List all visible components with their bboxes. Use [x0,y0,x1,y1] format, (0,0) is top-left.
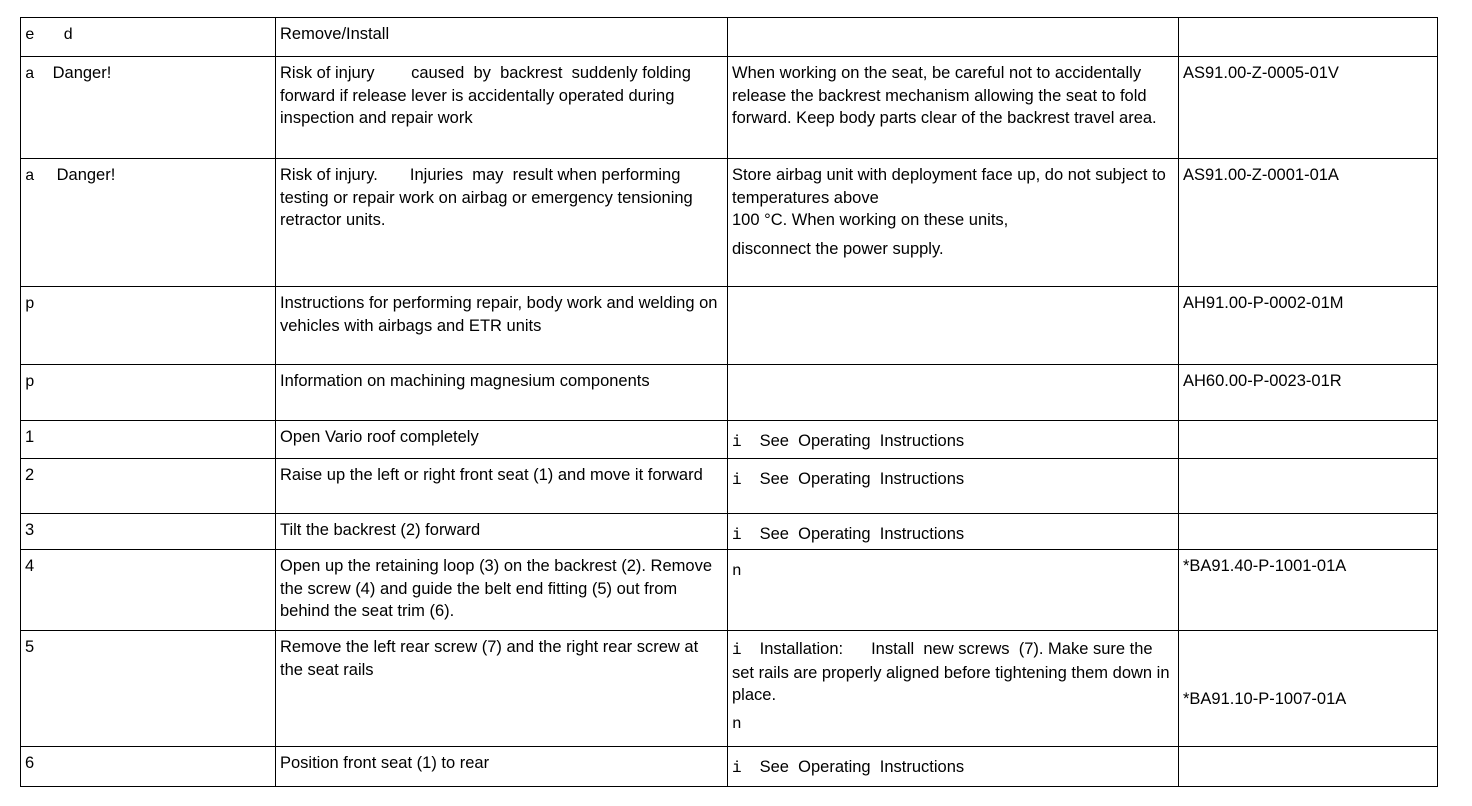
step-text: Tilt the backrest (2) forward [280,521,481,539]
note-row [21,365,1438,421]
warning-row [21,159,1438,287]
step-number: 5 [25,638,35,656]
step-row [21,747,1438,787]
step-row [21,514,1438,550]
info-icon: i [732,641,742,659]
step-text-cell [276,514,728,550]
step-op-cell [728,550,1179,631]
installation-label: Installation: [759,640,844,658]
step-row [21,459,1438,514]
step-row [21,550,1438,631]
warning-ref-link[interactable]: AS91.00-Z-0001-01A [1183,166,1339,184]
procedure-icon: n [732,562,742,580]
info-icon: i [732,471,742,489]
info-icon: i [732,759,742,777]
operating-instructions-link[interactable]: See Operating Instructions [759,470,965,488]
note-text: Information on machining magnesium components [280,372,650,390]
warning-risk-text: Risk of injury. Injuries may result when performing testing or repair work on airbag or emergency tensioning retractor units. [280,166,698,229]
header-empty-cell [728,18,1179,57]
step-number: 1 [25,428,35,446]
warning-measure-line: Store airbag unit with deployment face up, do not subject to temperatures above [732,166,1166,207]
step-num-cell [21,747,276,787]
step-op-cell [728,421,1179,459]
step-num-cell [21,631,276,747]
step-text: Remove the left rear screw (7) and the right rear screw at the seat rails [280,638,699,679]
step-ref-cell [1179,631,1438,747]
note-row [21,287,1438,365]
procedure-table [20,17,1438,787]
step-op-cell [728,514,1179,550]
note-icon: p [25,373,35,391]
installation-text: Install new screws (7). Make sure the set rails are properly aligned before tightening them down in place. [732,640,1175,704]
header-empty-cell [1179,18,1438,57]
step-op-cell [728,631,1179,747]
step-number: 6 [25,754,35,772]
operating-instructions-link[interactable]: See Operating Instructions [759,432,965,450]
warning-ref-cell [1179,159,1438,287]
step-ref-cell [1179,421,1438,459]
note-empty-cell [728,365,1179,421]
danger-icon: a [25,65,35,83]
step-num-cell [21,514,276,550]
step-ref-cell [1179,550,1438,631]
step-text-cell [276,631,728,747]
note-ref-link[interactable]: AH91.00-P-0002-01M [1183,294,1344,312]
header-title: Remove/Install [280,25,390,43]
procedure-icon: n [732,714,742,733]
operating-instructions-link[interactable]: See Operating Instructions [759,758,965,776]
header-title-cell [276,18,728,57]
step-row [21,421,1438,459]
step-text-cell [276,550,728,631]
step-ref-cell [1179,459,1438,514]
warning-measure-text: When working on the seat, be careful not to accidentally release the backrest mechanism allowing the seat to fold forward. Keep body parts clear of the backrest travel area. [732,64,1157,127]
step-row [21,631,1438,747]
note-type-cell [21,365,276,421]
warning-measure-line: disconnect the power supply. [732,239,944,258]
info-icon: i [732,433,742,451]
danger-icon: a [25,167,35,185]
warning-risk-cell [276,57,728,159]
step-ref-cell [1179,747,1438,787]
header-symbols: e d [25,26,74,44]
step-number: 4 [25,557,35,575]
warning-row [21,57,1438,159]
note-empty-cell [728,287,1179,365]
step-text: Open up the retaining loop (3) on the backrest (2). Remove the screw (4) and guide the belt end fitting (5) out from behind the seat trim (6). [280,557,712,620]
warning-measure-line: 100 °C. When working on these units, [732,211,1009,229]
step-text: Open Vario roof completely [280,428,479,446]
step-text-cell [276,459,728,514]
step-num-cell [21,459,276,514]
header-symbols-cell [21,18,276,57]
warning-type-cell [21,159,276,287]
step-ref-link[interactable]: *BA91.10-P-1007-01A [1183,690,1347,708]
step-text-cell [276,421,728,459]
note-ref-cell [1179,287,1438,365]
warning-ref-link[interactable]: AS91.00-Z-0005-01V [1183,64,1339,82]
warning-ref-cell [1179,57,1438,159]
step-num-cell [21,421,276,459]
step-number: 3 [25,521,35,539]
step-ref-link[interactable]: *BA91.40-P-1001-01A [1183,557,1347,575]
operating-instructions-link[interactable]: See Operating Instructions [759,525,965,543]
note-ref-link[interactable]: AH60.00-P-0023-01R [1183,372,1342,390]
step-text: Position front seat (1) to rear [280,754,490,772]
warning-risk-cell [276,159,728,287]
warning-type-cell [21,57,276,159]
warning-label: Danger! [56,166,116,184]
note-type-cell [21,287,276,365]
note-text-cell [276,287,728,365]
warning-risk-text: Risk of injury caused by backrest suddenly folding forward if release lever is accidentally operated during inspection and repair work [280,64,696,127]
warning-measure-cell [728,57,1179,159]
note-text-cell [276,365,728,421]
note-text: Instructions for performing repair, body work and welding on vehicles with airbags and ETR units [280,294,718,335]
step-ref-cell [1179,514,1438,550]
step-num-cell [21,550,276,631]
warning-label: Danger! [52,64,112,82]
step-op-cell [728,459,1179,514]
note-icon: p [25,295,35,313]
warning-measure-cell [728,159,1179,287]
step-text-cell [276,747,728,787]
table-header-row [21,18,1438,57]
step-text: Raise up the left or right front seat (1) and move it forward [280,466,703,484]
note-ref-cell [1179,365,1438,421]
info-icon: i [732,526,742,544]
step-number: 2 [25,466,35,484]
step-op-cell [728,747,1179,787]
